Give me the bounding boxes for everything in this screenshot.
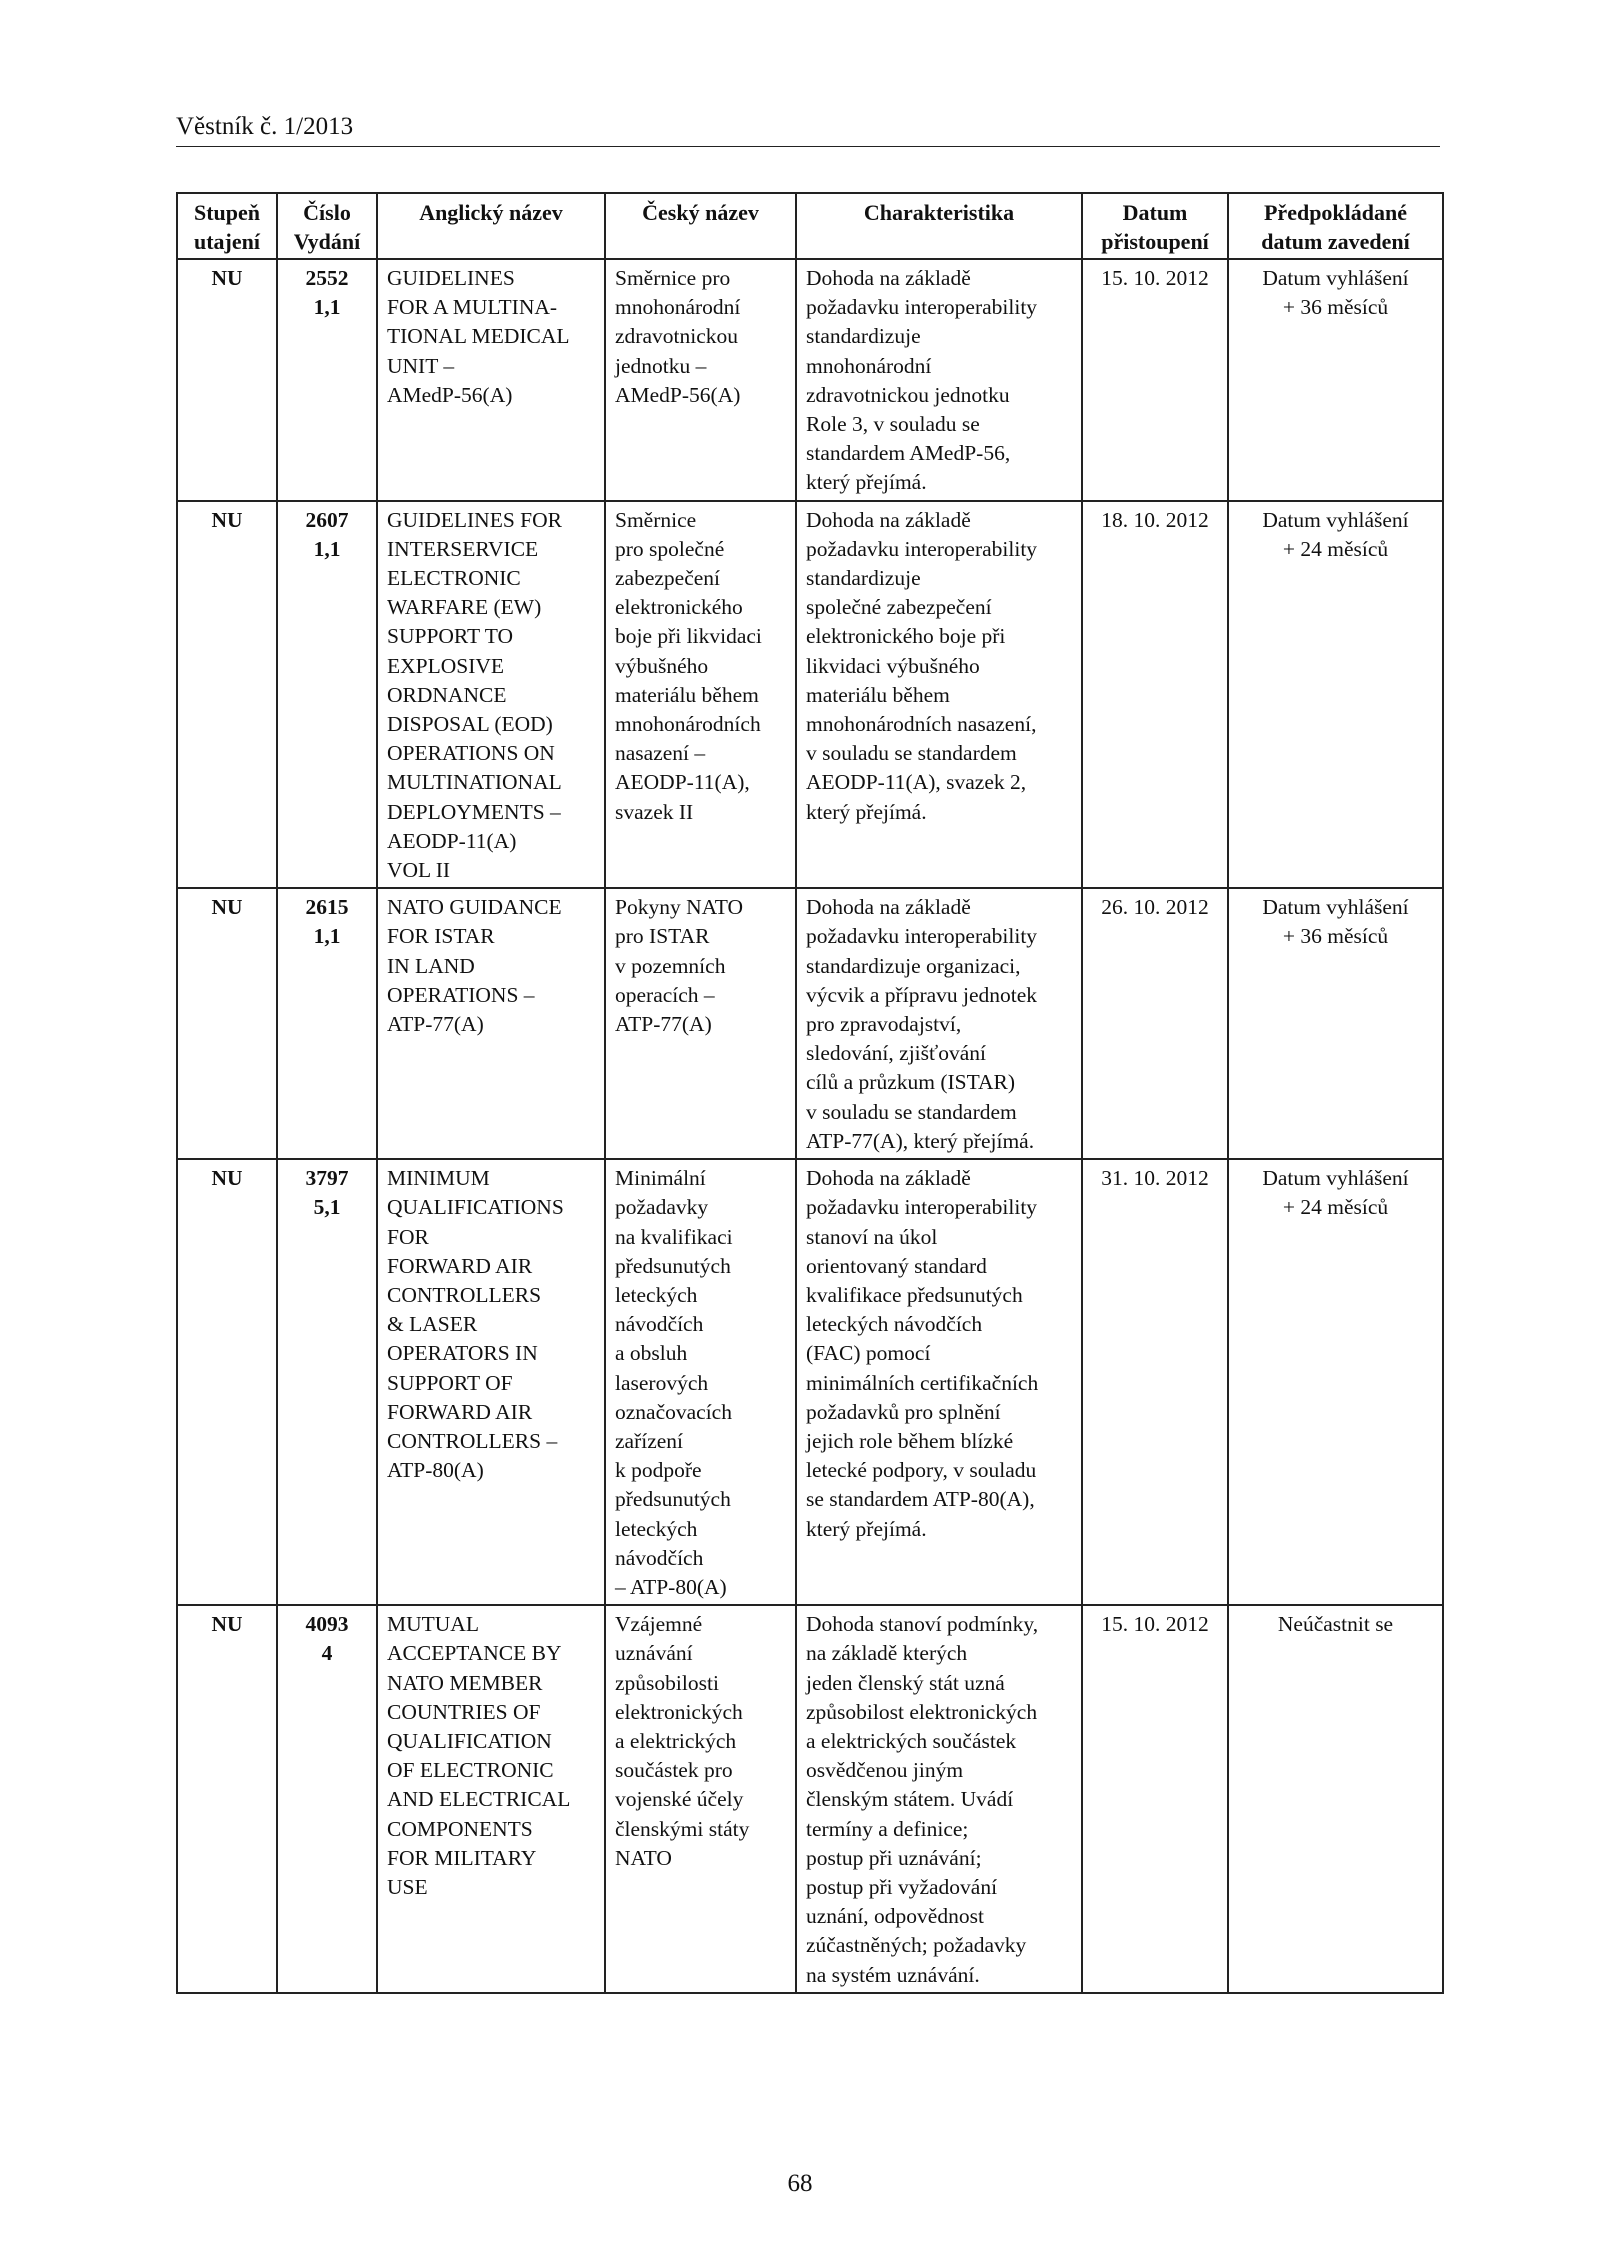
cell-implementation-date: Datum vyhlášení + 24 měsíců xyxy=(1228,501,1443,889)
cell-number: 2552 1,1 xyxy=(277,259,377,501)
cell-accession-date: 31. 10. 2012 xyxy=(1082,1159,1228,1605)
cell-classification: NU xyxy=(177,259,277,501)
journal-title: Věstník č. 1/2013 xyxy=(176,113,354,140)
cell-implementation-date: Datum vyhlášení + 36 měsíců xyxy=(1228,259,1443,501)
cell-number: 3797 5,1 xyxy=(277,1159,377,1605)
cell-english-title: MUTUAL ACCEPTANCE BY NATO MEMBER COUNTRIES OF QUALIFICATION OF ELECTRONIC AND ELECTRICAL COMPONENTS FOR MILITARY USE xyxy=(377,1605,605,1993)
standards-table xyxy=(176,192,1444,1994)
col-header-number: Číslo Vydání xyxy=(277,193,377,259)
col-header-implementation-date: Předpokládané datum zavedení xyxy=(1228,193,1443,259)
cell-czech-title: Směrnice pro mnohonárodní zdravotnickou jednotku – AMedP-56(A) xyxy=(605,259,796,501)
table-row xyxy=(177,888,1443,1159)
cell-description: Dohoda na základě požadavku interoperability standardizuje mnohonárodní zdravotnickou jednotku Role 3, v souladu se standardem AMedP-56, který přejímá. xyxy=(796,259,1082,501)
cell-czech-title: Vzájemné uznávání způsobilosti elektronických a elektrických součástek pro vojenské účely členskými státy NATO xyxy=(605,1605,796,1993)
table-row xyxy=(177,259,1443,501)
cell-description: Dohoda na základě požadavku interoperability stanoví na úkol orientovaný standard kvalifikace předsunutých leteckých návodčích (FAC) pomocí minimálních certifikačních požadavků pro splnění jejich role během blízké letecké podpory, v souladu se standardem ATP-80(A), který přejímá. xyxy=(796,1159,1082,1605)
col-header-classification: Stupeň utajení xyxy=(177,193,277,259)
cell-implementation-date: Datum vyhlášení + 24 měsíců xyxy=(1228,1159,1443,1605)
page-header xyxy=(176,112,1440,147)
cell-number: 2615 1,1 xyxy=(277,888,377,1159)
cell-classification: NU xyxy=(177,1605,277,1993)
table-row xyxy=(177,501,1443,889)
cell-number: 2607 1,1 xyxy=(277,501,377,889)
col-header-english-title: Anglický název xyxy=(377,193,605,259)
cell-english-title: GUIDELINES FOR A MULTINA- TIONAL MEDICAL UNIT – AMedP-56(A) xyxy=(377,259,605,501)
cell-accession-date: 18. 10. 2012 xyxy=(1082,501,1228,889)
col-header-description: Charakteristika xyxy=(796,193,1082,259)
cell-description: Dohoda stanoví podmínky, na základě kterých jeden členský stát uzná způsobilost elektronických a elektrických součástek osvědčenou jiným členským státem. Uvádí termíny a definice; postup při uznávání; postup při vyžadování uznání, odpovědnost zúčastněných; požadavky na systém uznávání. xyxy=(796,1605,1082,1993)
cell-accession-date: 26. 10. 2012 xyxy=(1082,888,1228,1159)
cell-english-title: GUIDELINES FOR INTERSERVICE ELECTRONIC WARFARE (EW) SUPPORT TO EXPLOSIVE ORDNANCE DISPOSAL (EOD) OPERATIONS ON MULTINATIONAL DEPLOYMENTS – AEODP-11(A) VOL II xyxy=(377,501,605,889)
col-header-czech-title: Český název xyxy=(605,193,796,259)
cell-implementation-date: Neúčastnit se xyxy=(1228,1605,1443,1993)
cell-classification: NU xyxy=(177,1159,277,1605)
cell-english-title: MINIMUM QUALIFICATIONS FOR FORWARD AIR CONTROLLERS & LASER OPERATORS IN SUPPORT OF FORWARD AIR CONTROLLERS – ATP-80(A) xyxy=(377,1159,605,1605)
cell-english-title: NATO GUIDANCE FOR ISTAR IN LAND OPERATIONS – ATP-77(A) xyxy=(377,888,605,1159)
table-header-row xyxy=(177,193,1443,259)
cell-accession-date: 15. 10. 2012 xyxy=(1082,259,1228,501)
cell-czech-title: Směrnice pro společné zabezpečení elektronického boje při likvidaci výbušného materiálu během mnohonárodních nasazení – AEODP-11(A), svazek II xyxy=(605,501,796,889)
table-row xyxy=(177,1159,1443,1605)
cell-implementation-date: Datum vyhlášení + 36 měsíců xyxy=(1228,888,1443,1159)
cell-description: Dohoda na základě požadavku interoperability standardizuje společné zabezpečení elektronického boje při likvidaci výbušného materiálu během mnohonárodních nasazení, v souladu se standardem AEODP-11(A), svazek 2, který přejímá. xyxy=(796,501,1082,889)
cell-number: 4093 4 xyxy=(277,1605,377,1993)
page-number: 68 xyxy=(787,2170,813,2197)
col-header-accession-date: Datum přistoupení xyxy=(1082,193,1228,259)
cell-classification: NU xyxy=(177,501,277,889)
cell-classification: NU xyxy=(177,888,277,1159)
table-row xyxy=(177,1605,1443,1993)
cell-description: Dohoda na základě požadavku interoperability standardizuje organizaci, výcvik a přípravu jednotek pro zpravodajství, sledování, zjišťování cílů a průzkum (ISTAR) v souladu se standardem ATP-77(A), který přejímá. xyxy=(796,888,1082,1159)
cell-czech-title: Pokyny NATO pro ISTAR v pozemních operacích – ATP-77(A) xyxy=(605,888,796,1159)
cell-czech-title: Minimální požadavky na kvalifikaci předsunutých leteckých návodčích a obsluh laserových označovacích zařízení k podpoře předsunutých leteckých návodčích – ATP-80(A) xyxy=(605,1159,796,1605)
cell-accession-date: 15. 10. 2012 xyxy=(1082,1605,1228,1993)
